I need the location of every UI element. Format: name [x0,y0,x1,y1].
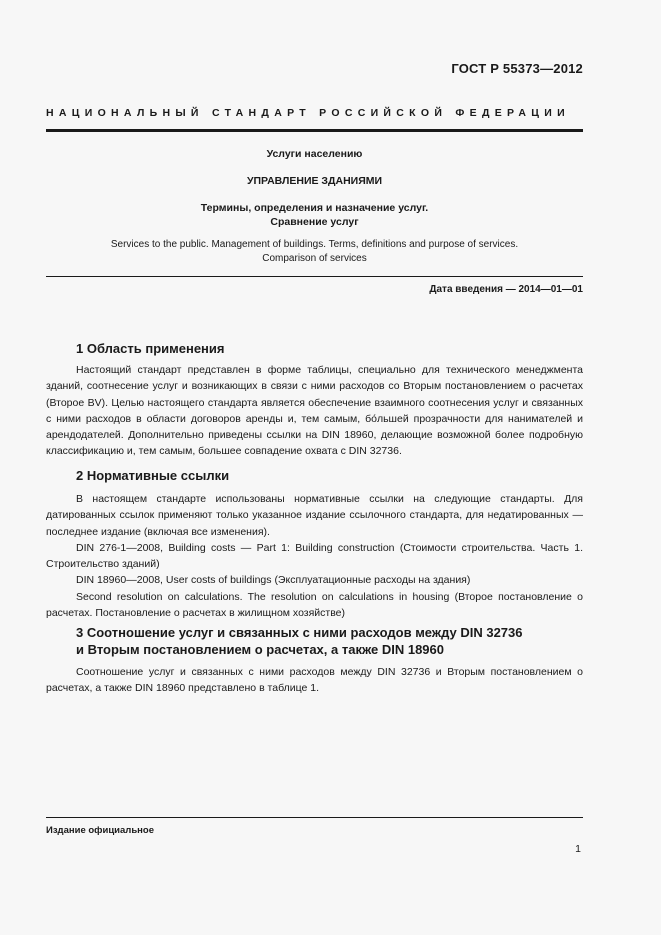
section2-paragraph-intro: В настоящем стандарте использованы нормативные ссылки на следующие стандарты. Для датированных ссылок применяют только указанное издание ссылочного стандарта, для недатированных — последнее издание (включая все изменения). [46,493,583,538]
section3-paragraph: Соотношение услуг и связанных с ними расходов между DIN 32736 и Вторым постановлением о расчетах, а также DIN 18960 представлено в таблице 1. [46,666,583,695]
title-english-line2: Comparison of services [262,252,367,264]
official-edition-label: Издание официальное [46,825,154,836]
section2-ref-din276: DIN 276-1—2008, Building costs — Part 1: Building construction (Стоимости строительства. Часть 1. Строительство зданий) [46,541,583,571]
page-number: 1 [575,843,581,855]
title-terms [46,201,583,229]
section3-title [76,624,586,658]
date-of-introduction: Дата введения — 2014—01—01 [429,284,583,295]
section1-paragraph: Настоящий стандарт представлен в форме таблицы, специально для технического менеджмента зданий, соотнесение услуг и возникающих в связи с ними расходов со Вторым постановлением о расчетах (Второе BV). Целью настоящего стандарта является обеспечение взаимного соотнесения услуг и связанных с ними расходов в области договоров аренды и, тем самым, бо́льшей прозрачности для нанимателей и арендодателей. Дополнительно приведены ссылки на DIN 18960, делающие возможной более подробную классификацию и, тем самым, большее совпадение охвата с DIN 32736. [46,364,583,458]
footer-rule [46,817,583,818]
section2-body [46,491,583,621]
section1-body [46,362,583,460]
title-english-line1: Services to the public. Management of buildings. Terms, definitions and purpose of services. [110,239,519,250]
section2-title: 2 Нормативные ссылки [76,468,230,483]
date-rule [46,276,583,277]
gost-number: ГОСТ Р 55373—2012 [451,61,583,76]
section3-body [46,664,583,697]
national-standard-heading: НАЦИОНАЛЬНЫЙ СТАНДАРТ РОССИЙСКОЙ ФЕДЕРАЦИИ [46,107,570,119]
title-english [46,238,583,265]
section2-ref-second-resolution: Second resolution on calculations. The resolution on calculations in housing (Второе постановление о расчетах. Постановление о расчетах в жилищном хозяйстве) [46,590,583,620]
section1-title: 1 Область применения [76,341,225,356]
section3-title-line1: 3 Соотношение услуг и связанных с ними расходов между DIN 32736 [76,625,523,640]
title-terms-line1: Термины, определения и назначение услуг. [200,202,429,214]
header-rule [46,129,583,132]
section2-ref-din18960: DIN 18960—2008, User costs of buildings (Эксплуатационные расходы на здания) [76,574,471,587]
title-management: УПРАВЛЕНИЕ ЗДАНИЯМИ [246,175,383,187]
title-terms-line2: Сравнение услуг [270,216,359,228]
title-services: Услуги населению [266,148,363,160]
section3-title-line2: и Вторым постановлением о расчетах, а также DIN 18960 [76,642,444,657]
